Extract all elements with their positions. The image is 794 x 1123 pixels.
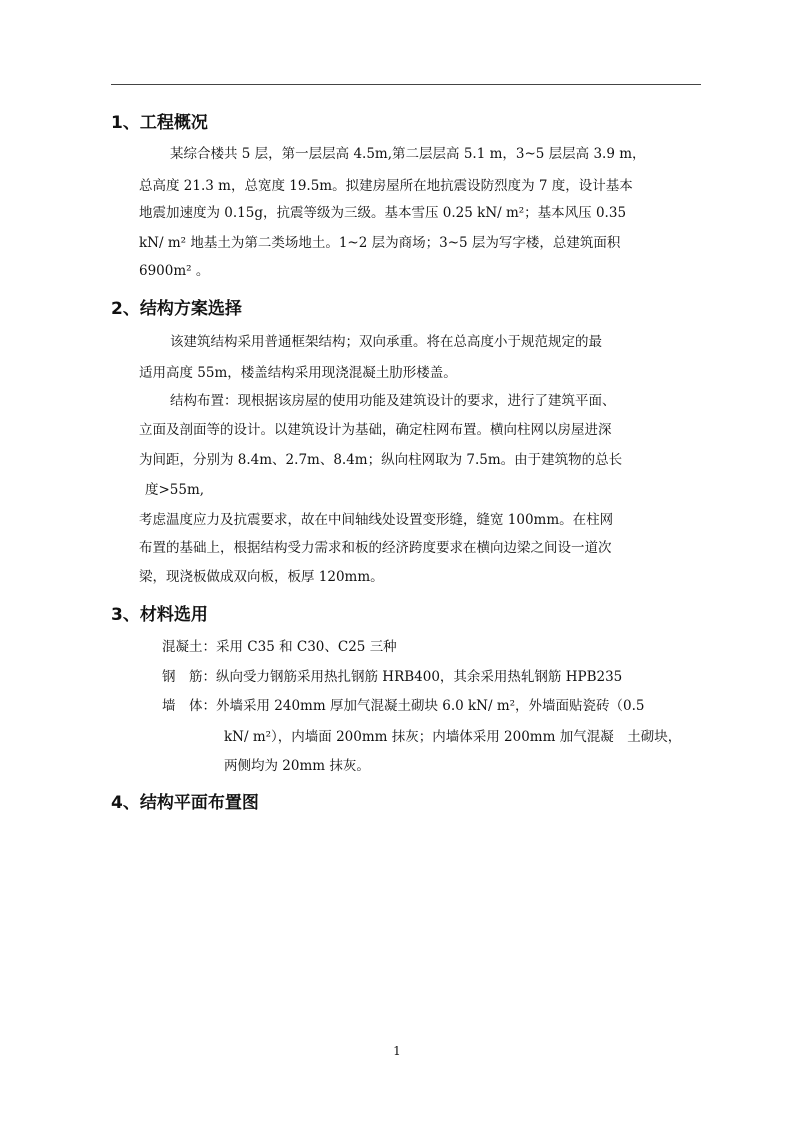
paragraph-line: 地震加速度为 0.15g，抗震等级为三级。基本雪压 0.25 kN/ m²；基本风压 0.35: [139, 205, 627, 221]
paragraph-line: 度>55m,: [145, 482, 205, 498]
material-wall: 墙 体：外墙采用 240mm 厚加气混凝土砌块 6.0 kN/ m²，外墙面贴瓷砖（0.5: [162, 698, 645, 714]
page-number: 1: [393, 1044, 401, 1058]
section-heading-overview: 1、工程概况: [111, 113, 208, 133]
header-rule: [111, 84, 701, 85]
paragraph-line: 为间距，分别为 8.4m、2.7m、8.4m；纵向柱网取为 7.5m。由于建筑物的总长: [139, 452, 623, 468]
section-heading-scheme: 2、结构方案选择: [111, 299, 242, 319]
paragraph-line: 考虑温度应力及抗震要求，故在中间轴线处设置变形缝，缝宽 100mm。在柱网: [139, 512, 614, 528]
section-heading-materials: 3、材料选用: [111, 605, 208, 625]
material-wall-continued: 两侧均为 20mm 抹灰。: [224, 758, 370, 774]
paragraph-line: kN/ m² 地基土为第二类场地土。1~2 层为商场；3~5 层为写字楼，总建筑面积: [139, 235, 621, 251]
paragraph-line: 适用高度 55m，楼盖结构采用现浇混凝土肋形楼盖。: [139, 365, 457, 381]
paragraph-line: 6900m² 。: [139, 263, 210, 279]
paragraph-line: 总高度 21.3 m，总宽度 19.5m。拟建房屋所在地抗震设防烈度为 7 度，设计基本: [139, 178, 633, 194]
paragraph-line: 立面及剖面等的设计。以建筑设计为基础，确定柱网布置。横向柱网以房屋进深: [139, 422, 612, 438]
paragraph-line: 该建筑结构采用普通框架结构；双向承重。将在总高度小于规范规定的最: [170, 334, 602, 350]
section-heading-layout: 4、结构平面布置图: [111, 793, 259, 813]
paragraph-line: 布置的基础上，根据结构受力需求和板的经济跨度要求在横向边梁之间设一道次: [139, 540, 612, 556]
paragraph-line: 梁，现浇板做成双向板，板厚 120mm。: [139, 569, 384, 585]
material-rebar: 钢 筋：纵向受力钢筋采用热扎钢筋 HRB400，其余采用热轧钢筋 HPB235: [162, 669, 623, 685]
material-wall-continued: kN/ m²），内墙面 200mm 抹灰；内墙体采用 200mm 加气混凝 土砌块，: [224, 729, 682, 745]
material-concrete: 混凝土：采用 C35 和 C30、C25 三种: [162, 639, 397, 655]
paragraph-line: 某综合楼共 5 层，第一层层高 4.5m,第二层层高 5.1 m，3~5 层层高 3.9 m，: [170, 146, 646, 162]
paragraph-line: 结构布置：现根据该房屋的使用功能及建筑设计的要求，进行了建筑平面、: [170, 393, 616, 409]
